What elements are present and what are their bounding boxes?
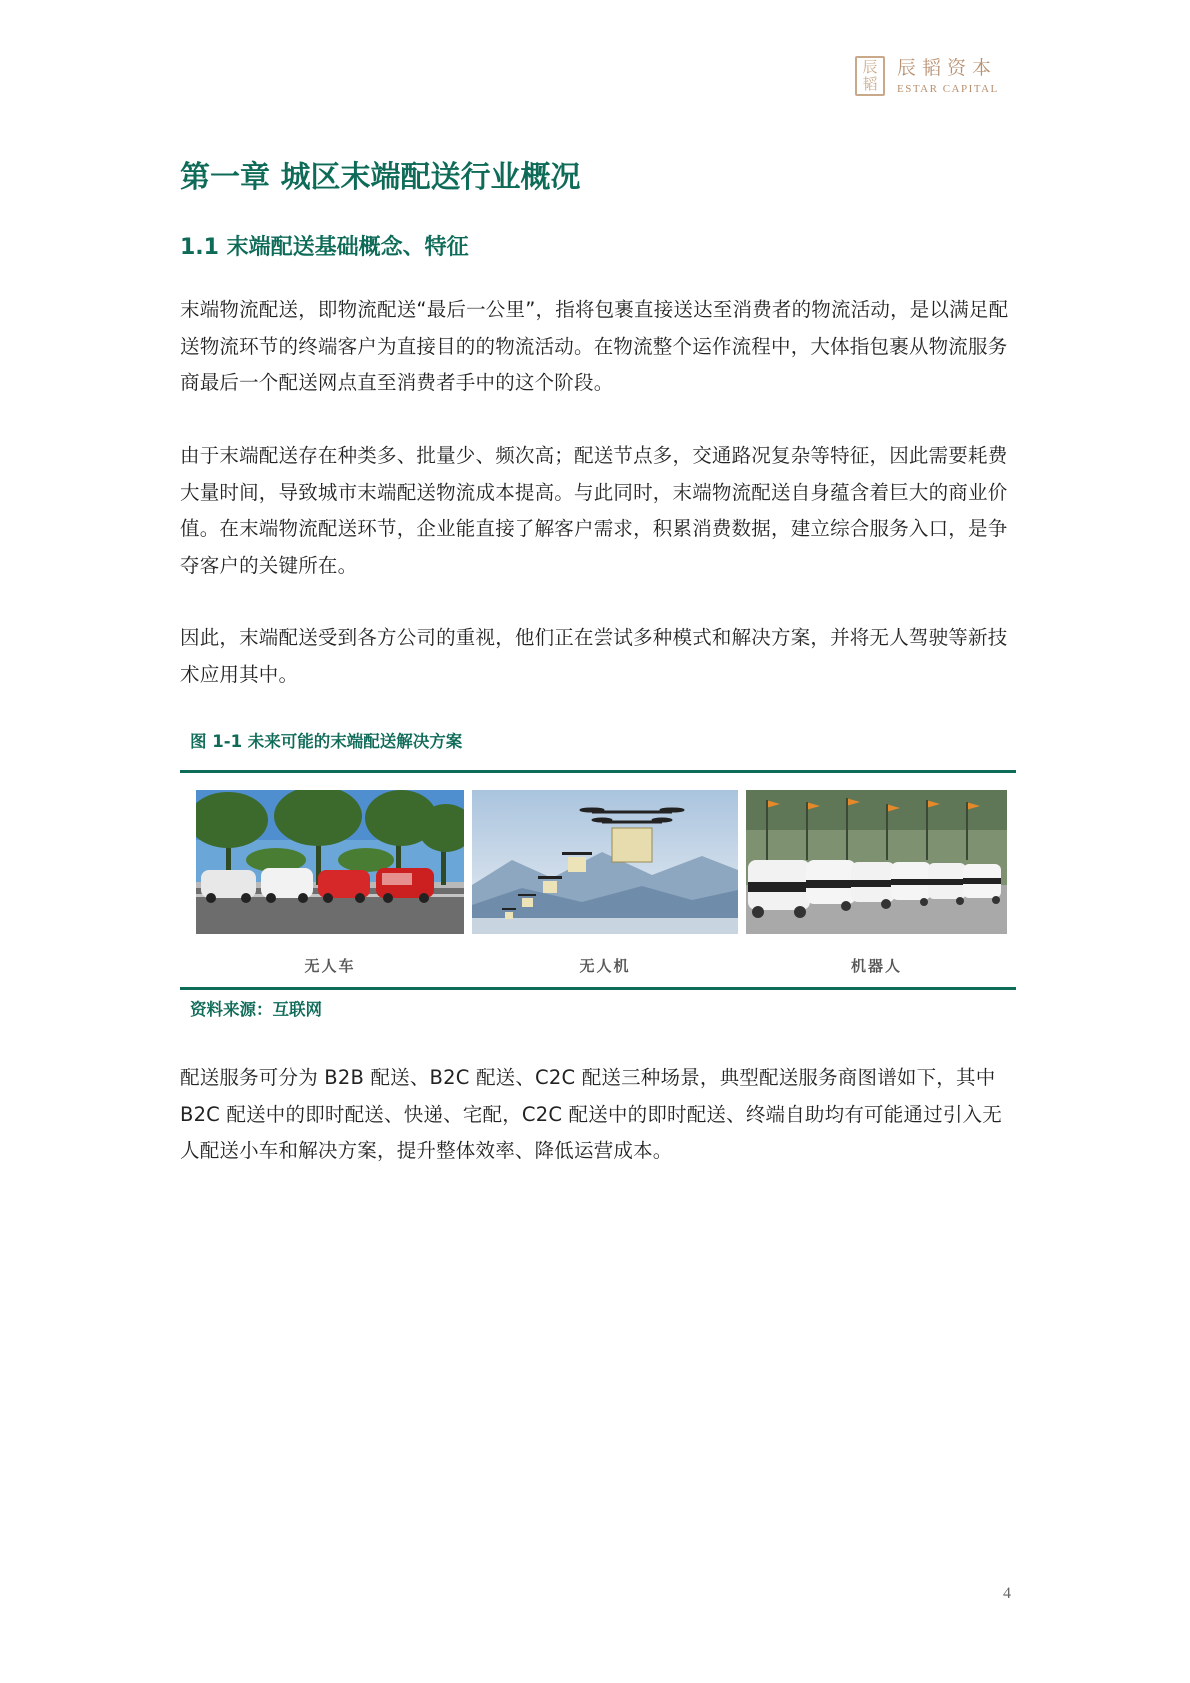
figure-title: 图 1-1 未来可能的末端配送解决方案 (190, 732, 463, 751)
paragraph-3: 因此，末端配送受到各方公司的重视，他们正在尝试多种模式和解决方案，并将无人驾驶等新技术应用其中。 (180, 626, 1008, 686)
logo-seal-icon: 辰韬 (855, 56, 885, 96)
paragraph-4: 配送服务可分为 B2B 配送、B2C 配送、C2C 配送三种场景，典型配送服务商图谱如下，其中 B2C 配送中的即时配送、快递、宅配，C2C 配送中的即时配送、终端自助均有可能通过引入无人配送小车和解决方案，提升整体效率、降低运营成本。 (180, 1066, 1002, 1162)
page-number: 4 (1003, 1585, 1011, 1602)
caption-autonomous-vehicle: 无人车 (304, 957, 356, 975)
figure-top-rule (180, 770, 1016, 773)
logo-chinese-name: 辰韬资本 (897, 57, 998, 79)
logo-english-name: ESTAR CAPITAL (897, 83, 999, 95)
section-title: 1.1 末端配送基础概念、特征 (180, 235, 469, 260)
paragraph-2: 由于末端配送存在种类多、批量少、频次高；配送节点多，交通路况复杂等特征，因此需要耗费大量时间，导致城市末端配送物流成本提高。与此同时，末端物流配送自身蕴含着巨大的商业价值。在末端物流配送环节，企业能直接了解客户需求，积累消费数据，建立综合服务入口，是争夺客户的关键所在。 (180, 444, 1008, 577)
caption-robot: 机器人 (850, 957, 902, 975)
figure-bottom-rule (180, 987, 1016, 990)
drone-photo (472, 790, 738, 934)
paragraph-1: 末端物流配送，即物流配送“最后一公里”，指将包裹直接送达至消费者的物流活动，是以满足配送物流环节的终端客户为直接目的的物流活动。在物流整个运作流程中，大体指包裹从物流服务商最后一个配送网点直至消费者手中的这个阶段。 (180, 298, 1009, 394)
delivery-robot-photo (746, 790, 1007, 934)
chapter-title: 第一章 城区末端配送行业概况 (180, 160, 581, 195)
autonomous-vehicle-photo (196, 790, 464, 934)
logo-text (897, 57, 999, 95)
caption-drone: 无人机 (579, 957, 631, 975)
brand-logo (855, 56, 999, 96)
figure-source: 资料来源：互联网 (190, 1000, 322, 1019)
